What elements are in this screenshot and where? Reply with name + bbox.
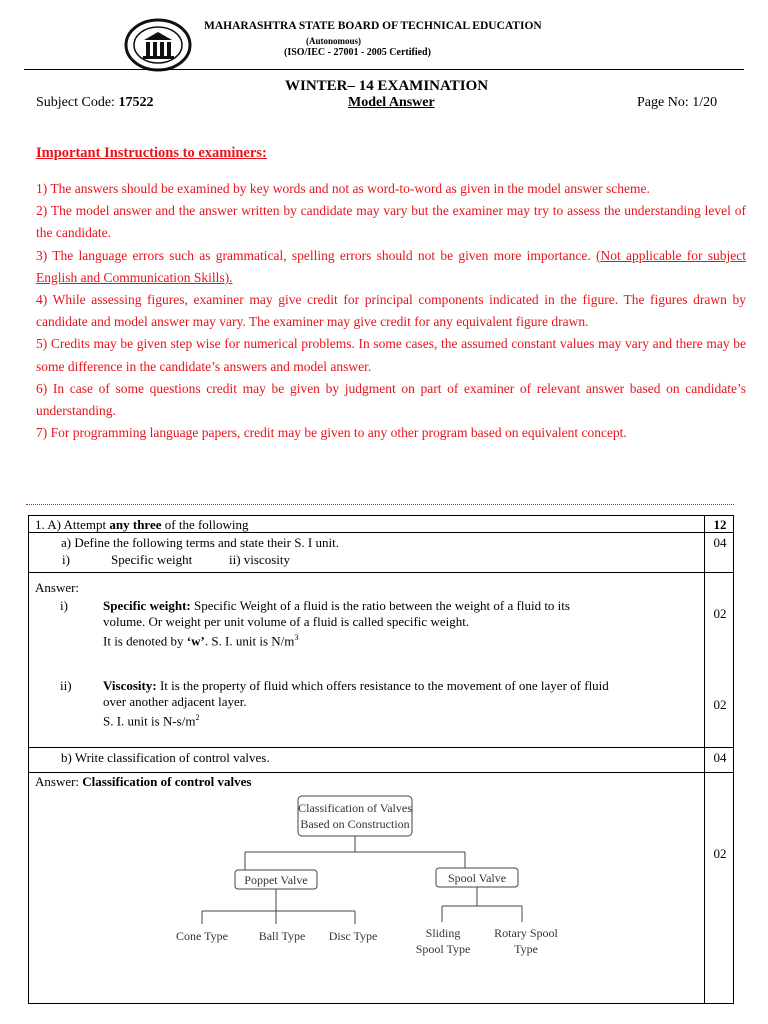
sliding-spool-line1: Sliding [425, 926, 461, 940]
spool-node-label: Spool Valve [447, 871, 507, 885]
question-heading: 1. A) Attempt any three of the following [35, 517, 249, 532]
instruction-item: 1) The answers should be examined by key words and not as word-to-word as given in the model answer scheme. [36, 181, 650, 196]
question-a-sub-ii-text: ii) viscosity [229, 552, 291, 567]
question-b-marks: 04 [713, 750, 727, 765]
root-node-line2: Based on Construction [300, 817, 410, 831]
answer-ii-line3: S. I. unit is $N-s/m^2$ [103, 713, 200, 729]
total-marks: 12 [713, 517, 727, 532]
answer-ii-marks: 02 [713, 697, 727, 712]
instruction-item-note: (Not applicable for subject English and Communication Skills). [36, 247, 746, 285]
poppet-node-label: Poppet Valve [244, 873, 308, 887]
instruction-item: 5) Credits may be given step wise for numerical problems. In some cases, the assumed constant values may vary and there may be some difference in the candidate’s answers and model answer. [36, 336, 746, 374]
answer-i-line3: It is denoted by ‘w’. S. I. unit is $N/m^3$ [103, 633, 299, 649]
table-row [28, 747, 734, 772]
cone-type-label: Cone Type [176, 929, 228, 943]
instruction-item [36, 245, 746, 289]
question-a-text: a) Define the following terms and state their S. I unit. [61, 535, 339, 550]
question-a-marks: 04 [713, 535, 727, 550]
board-logo [124, 18, 192, 72]
answer-i-line2: volume. Or weight per unit volume of a fluid is called specific weight. [103, 614, 470, 629]
valve-classification-diagram [140, 790, 580, 970]
question-a-sub-i: i) [62, 552, 70, 567]
instructions-list [36, 178, 746, 444]
answer-ii-number: ii) [60, 678, 72, 693]
disc-type-label: Disc Type [328, 929, 378, 943]
root-node-line1: Classification of Valves [298, 801, 412, 815]
ball-type-label: Ball Type [258, 929, 306, 943]
instruction-item: 4) While assessing figures, examiner may give credit for principal components indicated in the figure. The figures drawn by candidate and model answer may vary. The examiner may give credit for any equivalent figure drawn. [36, 292, 746, 330]
instruction-item: 6) In case of some questions credit may be given by judgment on part of examiner of relevant answer based on candidate’s understanding. [36, 380, 746, 419]
answer-i-number: i) [60, 598, 68, 613]
page-number: Page No: 1/20 [637, 95, 718, 110]
exam-title: WINTER– 14 EXAMINATION [285, 78, 489, 94]
answer-b-title: Answer: Classification of control valves [35, 774, 252, 789]
table-row [28, 532, 734, 572]
instructions-heading: Important Instructions to examiners: [36, 145, 267, 161]
table-row [28, 572, 734, 747]
answer-ii-line1: Viscosity: It is the property of fluid which offers resistance to the movement of one layer of fluid [103, 678, 609, 693]
board-autonomous: (Autonomous) [306, 36, 362, 46]
answer-ii-line2: over another adjacent layer. [103, 694, 247, 709]
board-certification: (ISO/IEC - 27001 - 2005 Certified) [284, 47, 431, 58]
question-b-text: b) Write classification of control valves. [61, 750, 270, 765]
answer-b-marks: 02 [713, 846, 727, 861]
answer-i-marks: 02 [713, 606, 727, 621]
sliding-spool-line2: Spool Type [415, 942, 471, 956]
model-answer-title: Model Answer [348, 95, 435, 110]
subject-code [36, 95, 153, 111]
table-row [28, 515, 734, 532]
answer-i-line1: Specific weight: Specific Weight of a fluid is the ratio between the weight of a fluid to its [103, 598, 570, 613]
question-a-sub-i-text: Specific weight [111, 552, 193, 567]
subject-code-label: Subject Code: [36, 95, 115, 110]
instruction-item-text: 3) The language errors such as grammatical, spelling errors should not be given more importance. [36, 247, 591, 263]
answer-label: Answer: [35, 580, 80, 595]
section-divider [26, 504, 734, 505]
rotary-spool-line2: Type [514, 942, 538, 956]
instruction-item: 7) For programming language papers, credit may be given to any other program based on equivalent concept. [36, 425, 627, 441]
board-name: MAHARASHTRA STATE BOARD OF TECHNICAL EDUCATION [204, 20, 542, 32]
subject-code-value: 17522 [118, 95, 154, 110]
header-divider [24, 69, 744, 70]
instruction-item: 2) The model answer and the answer written by candidate may vary but the examiner may try to assess the understanding level of the candidate. [36, 203, 746, 241]
rotary-spool-line1: Rotary Spool [494, 926, 558, 940]
